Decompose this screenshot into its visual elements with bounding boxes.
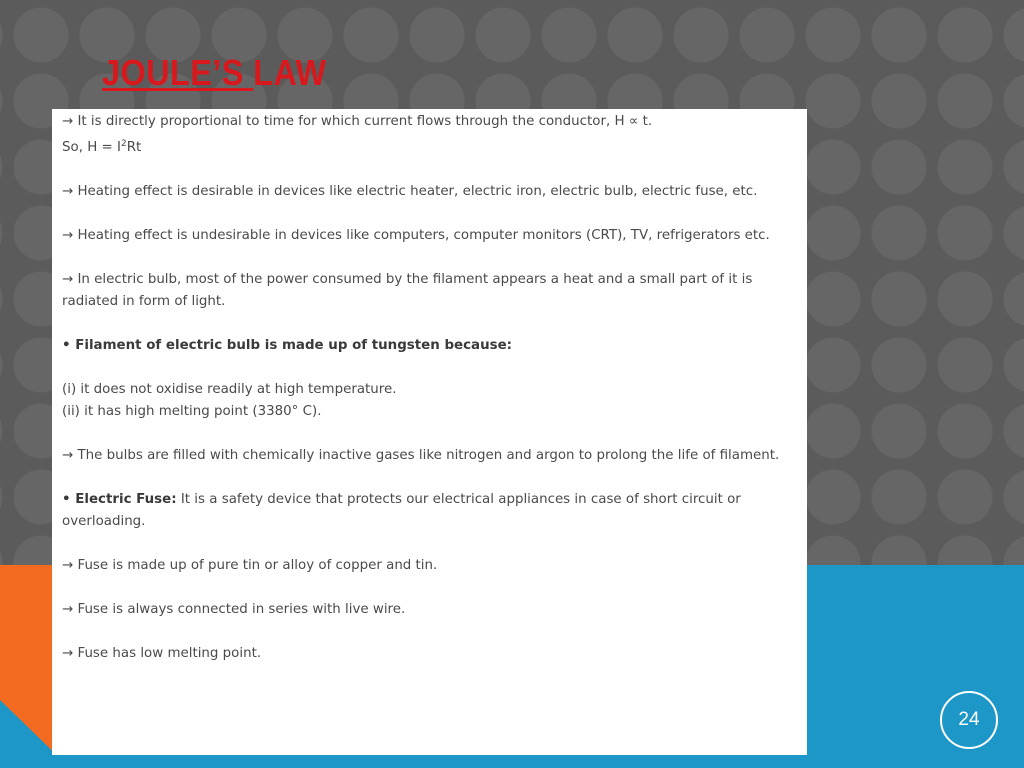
text-para-undesirable: → Heating effect is undesirable in devices like computers, computer monitors (CRT), TV, refrigerators etc. bbox=[62, 228, 770, 243]
formula-suffix: Rt bbox=[126, 140, 142, 155]
text-para-electric-fuse bbox=[62, 489, 801, 533]
text-reason-melting-point: (ii) it has high melting point (3380° C). bbox=[62, 404, 322, 419]
text-heading-filament: • Filament of electric bulb is made up of tungsten because: bbox=[62, 338, 513, 353]
text-fuse-definition: It is a safety device that protects our electrical appliances in case of short circuit or overloading. bbox=[62, 492, 741, 529]
text-para-bulb-power: → In electric bulb, most of the power consumed by the filament appears a heat and a small part of it is radiated in form of light. bbox=[62, 272, 753, 309]
text-reason-oxidise: (i) it does not oxidise readily at high temperature. bbox=[62, 382, 397, 397]
slide-number-badge: 24 bbox=[940, 691, 998, 749]
text-fuse-series: → Fuse is always connected in series with live wire. bbox=[62, 602, 406, 617]
formula-prefix: So, H = I bbox=[62, 140, 121, 155]
formula-line bbox=[62, 133, 801, 159]
content-image-panel bbox=[52, 109, 807, 755]
text-para-desirable: → Heating effect is desirable in devices like electric heater, electric iron, electric bulb, electric fuse, etc. bbox=[62, 184, 758, 199]
text-line-proportional-time: → It is directly proportional to time for which current flows through the conductor, H ∝ t. bbox=[62, 114, 653, 129]
slide-title-rest: LAW bbox=[253, 52, 327, 93]
slide-title bbox=[102, 52, 327, 94]
formula-superscript: 2 bbox=[120, 139, 127, 149]
text-fuse-melting: → Fuse has low melting point. bbox=[62, 646, 262, 661]
text-fuse-lead: • Electric Fuse: bbox=[62, 492, 177, 507]
text-para-inert-gases: → The bulbs are filled with chemically inactive gases like nitrogen and argon to prolong the life of filament. bbox=[62, 448, 780, 463]
text-fuse-material: → Fuse is made up of pure tin or alloy of copper and tin. bbox=[62, 558, 438, 573]
slide-title-underlined: JOULE’S bbox=[102, 52, 254, 93]
